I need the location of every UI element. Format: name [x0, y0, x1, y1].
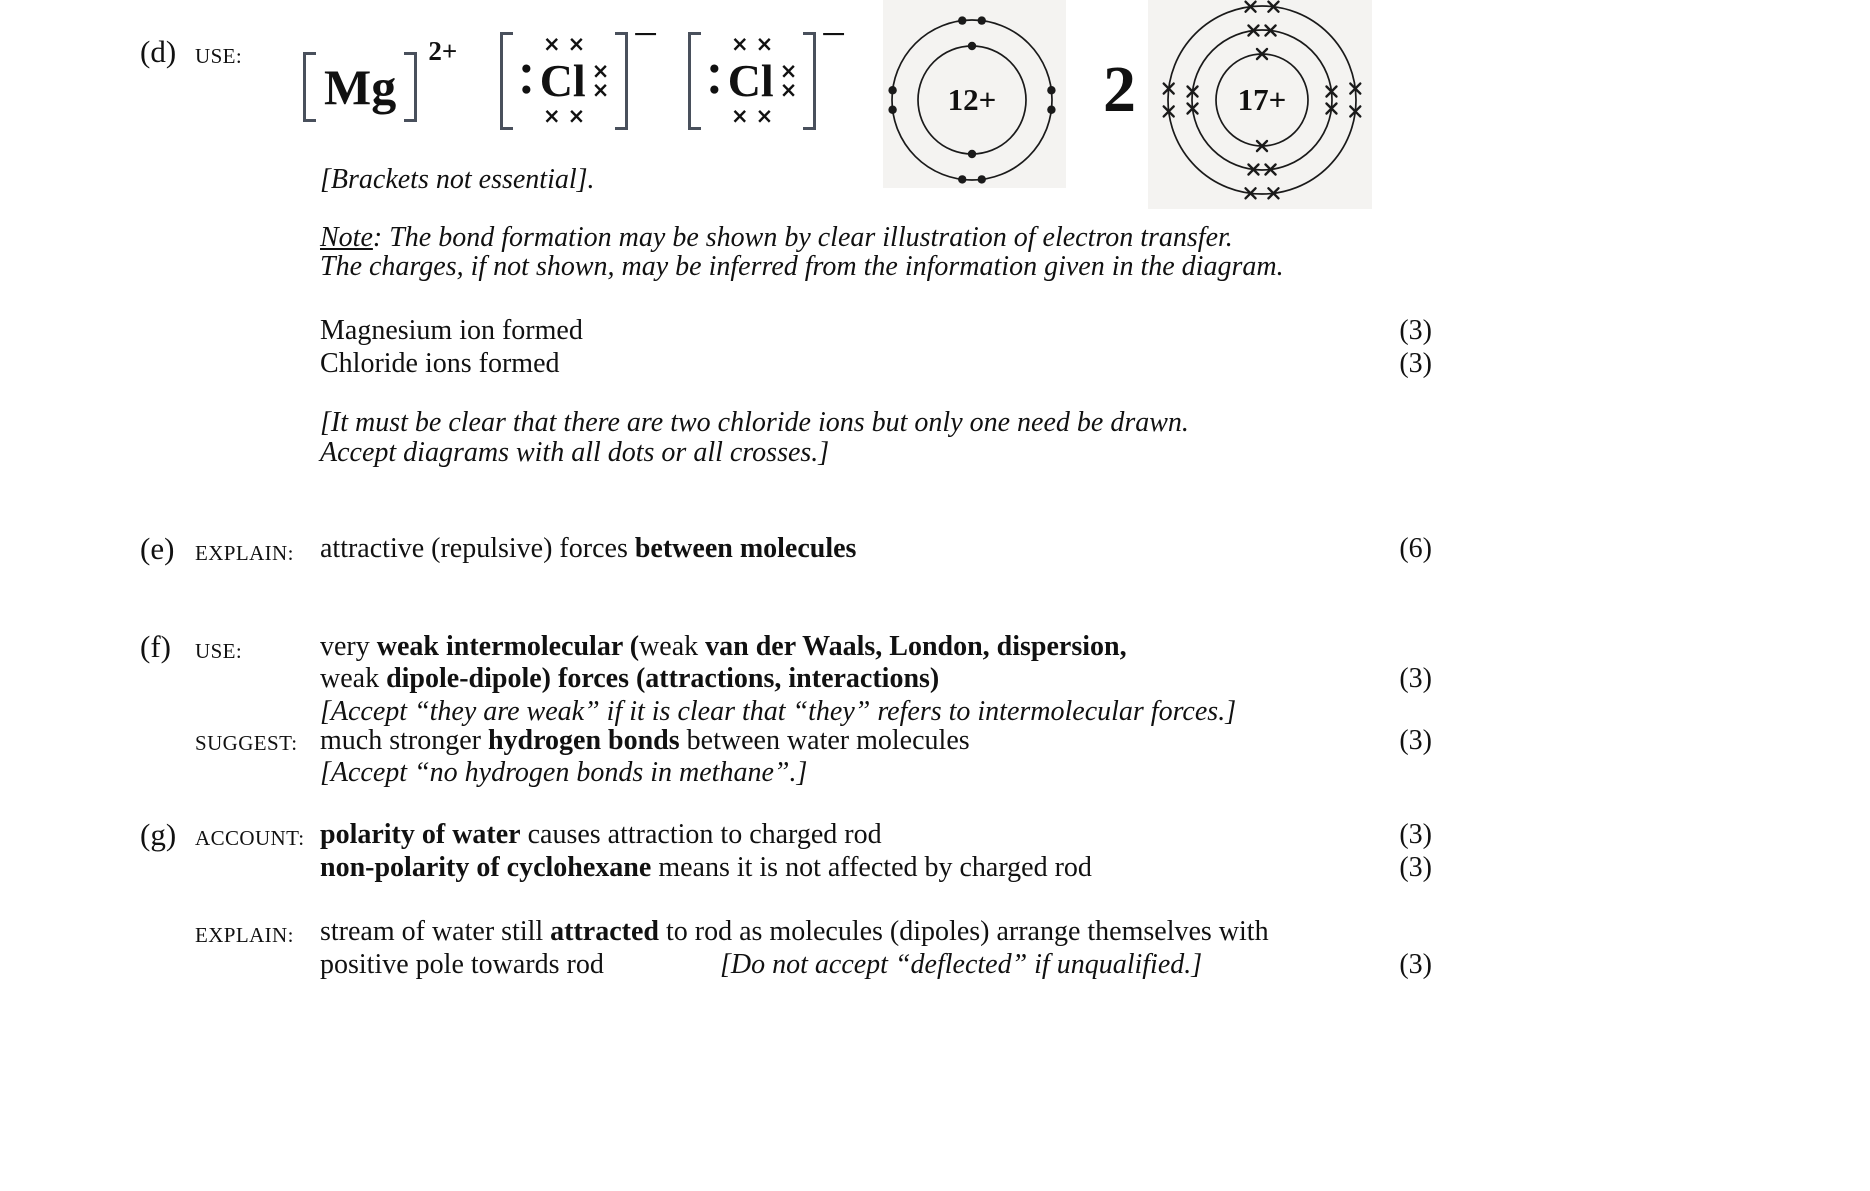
svg-text:17+: 17+: [1237, 82, 1287, 117]
electron-pair-bottom: ××: [731, 104, 781, 128]
line-f3: [320, 696, 1432, 728]
line-text: [Accept “no hydrogen bonds in methane”.]: [320, 757, 808, 788]
right-bracket: [404, 52, 417, 122]
line-text: non-polarity of cyclohexane means it is not affected by charged rod: [320, 852, 1092, 883]
element-symbol-cl: Cl: [539, 55, 586, 106]
directive-suggest-f: SUGGEST:: [195, 731, 298, 755]
right-bracket: [615, 32, 628, 130]
electron-dots-left: • •: [707, 56, 722, 104]
coefficient-2: 2: [1103, 53, 1136, 126]
bohr-diagram-magnesium-ion: [883, 0, 1066, 188]
line-text: positive pole towards rod: [320, 949, 604, 980]
line-text: Accept diagrams with all dots or all crosses.]: [320, 437, 830, 468]
inline-note-deflected: [Do not accept “deflected” if unqualified.]: [720, 949, 1203, 980]
mark-badge: (3): [1399, 315, 1432, 346]
line-f1: [320, 631, 1432, 663]
shell-diagram-12plus: [883, 5, 1066, 188]
line-text: very weak intermolecular (weak van der Waals, London, dispersion,: [320, 631, 1127, 662]
directive-use-f: USE:: [195, 639, 243, 663]
line-text: attractive (repulsive) forces between molecules: [320, 533, 857, 564]
electron-crosses-right: × ×: [779, 58, 798, 102]
electron-pair-top: ××: [731, 32, 781, 56]
directive-explain-e: EXPLAIN:: [195, 541, 294, 565]
left-bracket: [688, 32, 701, 130]
line-brackets-note: [320, 164, 1432, 196]
line-text: stream of water still attracted to rod as molecules (dipoles) arrange themselves with: [320, 916, 1269, 947]
element-symbol-cl: Cl: [727, 55, 774, 106]
line-note-1: [320, 222, 1432, 254]
line-f5: [320, 757, 1432, 789]
element-symbol-mg: Mg: [324, 59, 397, 115]
part-label-f: (f): [140, 629, 171, 664]
ion-charge-mg: 2+: [428, 36, 458, 66]
line-text: [Accept “they are weak” if it is clear that “they” refers to intermolecular forces.]: [320, 696, 1237, 727]
line-text: polarity of water causes attraction to charged rod: [320, 819, 882, 850]
line-f4: [320, 725, 1432, 757]
lewis-structure-cl-2: [688, 18, 847, 130]
lewis-structure-cl-1: [500, 18, 659, 130]
part-label-d: (d): [140, 34, 177, 69]
svg-text:12+: 12+: [947, 82, 997, 117]
ion-charge-cl: −: [632, 18, 659, 51]
electron-pair-bottom: ××: [543, 104, 593, 128]
line-text: Chloride ions formed: [320, 348, 560, 379]
mark-badge: (3): [1399, 819, 1432, 850]
directive-use-d: USE:: [195, 44, 243, 68]
line-text: weak dipole-dipole) forces (attractions, interactions): [320, 663, 940, 694]
part-label-e: (e): [140, 531, 175, 566]
mark-badge: (3): [1399, 852, 1432, 883]
line-g2: [320, 852, 1432, 884]
line-magnesium-ion-formed: [320, 315, 1432, 347]
line-two-ions-note-1: [320, 407, 1432, 439]
ion-charge-cl: −: [820, 18, 847, 51]
line-text: Note: The bond formation may be shown by clear illustration of electron transfer.: [320, 222, 1233, 253]
line-note-2: [320, 251, 1432, 283]
line-g4: [320, 949, 1432, 981]
left-bracket: [303, 52, 316, 122]
mark-badge: (3): [1399, 663, 1432, 694]
mark-badge: (3): [1399, 725, 1432, 756]
lewis-structure-mg: [303, 36, 458, 122]
part-label-g: (g): [140, 817, 177, 852]
line-text: much stronger hydrogen bonds between water molecules: [320, 725, 970, 756]
mark-badge: (6): [1399, 533, 1432, 564]
line-g3: [320, 916, 1432, 948]
line-text: Magnesium ion formed: [320, 315, 583, 346]
line-chloride-ions-formed: [320, 348, 1432, 380]
right-bracket: [803, 32, 816, 130]
mark-badge: (3): [1399, 949, 1432, 980]
line-f2: [320, 663, 1432, 695]
directive-account-g: ACCOUNT:: [195, 826, 305, 850]
electron-crosses-right: × ×: [591, 58, 610, 102]
line-g1: [320, 819, 1432, 851]
electron-dots-left: • •: [519, 56, 534, 104]
mark-badge: (3): [1399, 348, 1432, 379]
left-bracket: [500, 32, 513, 130]
directive-explain-g: EXPLAIN:: [195, 923, 294, 947]
line-e1: [320, 533, 1432, 565]
line-text: The charges, if not shown, may be inferred from the information given in the diagram.: [320, 251, 1284, 282]
line-two-ions-note-2: [320, 437, 1432, 469]
electron-pair-top: ××: [543, 32, 593, 56]
line-text: [It must be clear that there are two chloride ions but only one need be drawn.: [320, 407, 1189, 438]
line-text: [Brackets not essential].: [320, 164, 595, 195]
